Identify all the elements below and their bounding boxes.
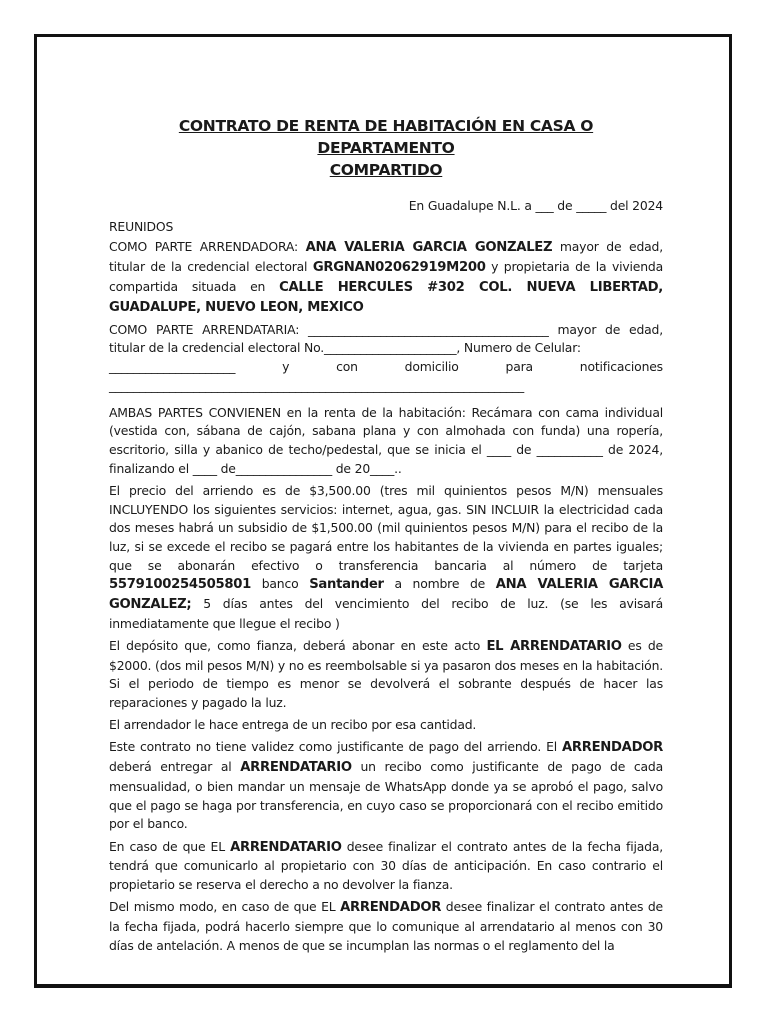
word-para: para (505, 359, 533, 375)
arrendadora-name: ANA VALERIA GARCIA GONZALEZ (305, 240, 553, 256)
precio-text-2: banco (251, 576, 310, 592)
validez-bold-1: ARRENDADOR (561, 740, 663, 756)
account-holder: ANA VALERIA GARCIA GONZALEZ; (109, 577, 664, 613)
arrendadora-text-2: mayor de edad, titular de la credencial electoral (109, 239, 663, 275)
finalizar2-text-1: Del mismo modo, en caso de que EL (109, 899, 341, 915)
arrendadora-text-1: COMO PARTE ARRENDADORA: (109, 239, 306, 255)
validez-text-1: Este contrato no tiene validez como justificante de pago del arriendo. El (109, 739, 562, 755)
word-notificaciones: notificaciones (579, 359, 663, 375)
reunidos-label: REUNIDOS (109, 218, 174, 234)
precio-text-3: a nombre de (383, 576, 496, 592)
finalizar-arrendador-paragraph (109, 898, 663, 955)
deposito-text-2: es de $2000. (dos mil pesos M/N) y no es reembolsable si ya pasaron dos meses en la habitación. Si el periodo de tiempo es menor se devolverá el sobrante después de hacer las reparaciones y pagado la luz. (109, 637, 664, 711)
ambas-partes-paragraph: AMBAS PARTES CONVIENEN en la renta de la habitación: Recámara con cama individual (vestida con, sábana de cajón, sabana plana y con almohada con funda) una ropería, escritorio, silla y abanico de techo/pedestal, que se inicia el ____ de ___________ de 2024, finalizando el ____ de________________ de 20____.. (109, 404, 663, 476)
document-body (109, 115, 663, 959)
precio-paragraph (109, 482, 663, 634)
arrendataria-domicilio-line (109, 358, 663, 377)
arrendadora-paragraph (109, 238, 663, 317)
finalizar1-text-2: desee finalizar el contrato antes de la fecha fijada, tendrá que comunicarlo al propietario con 30 días de anticipación. En caso contrario el propietario se reserva el derecho a no devolver la fianza. (109, 838, 663, 892)
validez-text-2: deberá entregar al (109, 759, 241, 775)
date-line: En Guadalupe N.L. a ___ de _____ del 2024 (408, 198, 663, 213)
validez-bold-2: ARRENDATARIO (240, 760, 352, 776)
deposito-paragraph (109, 637, 663, 713)
word-y: y (282, 359, 290, 375)
deposito-text-1: El depósito que, como fianza, deberá abonar en este acto (109, 637, 487, 653)
precio-text-4: 5 días antes del vencimiento del recibo de luz. (se les avisará inmediatamente que llegue el recibo ) (109, 596, 663, 631)
domicilio-blank-line: _____________________________________________________________________ (109, 377, 525, 393)
phone-blank: _____________________ (109, 359, 236, 375)
arrendadora-text-3: y propietaria de la vivienda compartida situada en (109, 259, 663, 294)
entrega-paragraph: El arrendador le hace entrega de un recibo por esa cantidad. (109, 717, 477, 733)
word-con: con (336, 359, 358, 375)
bank-name: Santander (309, 577, 384, 593)
finalizar1-text-1: En caso de que EL (109, 838, 231, 854)
arrendadora-id: GRGNAN02062919M200 (312, 260, 486, 276)
contract-title (109, 115, 663, 181)
deposito-bold: EL ARRENDATARIO (486, 638, 622, 654)
card-number: 5579100254505801 (109, 577, 252, 593)
document-page (34, 34, 732, 988)
finalizar2-text-2: desee finalizar el contrato antes de la fecha fijada, podrá hacerlo siempre que lo comunique al arrendatario al menos con 30 días de antelación. A menos de que se incumplan las normas o el reglamento del la (109, 899, 663, 953)
finalizar1-bold: ARRENDATARIO (230, 839, 342, 855)
word-domicilio: domicilio (404, 359, 459, 375)
finalizar-arrendatario-paragraph (109, 838, 663, 895)
title-line-2: COMPARTIDO (329, 161, 443, 179)
arrendadora-address: CALLE HERCULES #302 COL. NUEVA LIBERTAD, GUADALUPE, NUEVO LEON, MEXICO (109, 279, 663, 315)
precio-text-1: El precio del arriendo es de $3,500.00 (tres mil quinientos pesos M/N) mensuales INCLUYENDO los siguientes servicios: internet, agua, gas. SIN INCLUIR la electricidad cada dos meses habrá un subsidio de $1,500.00 (mil quinientos pesos M/N) para el recibo de la luz, si se excede el recibo se pagará entre los habitantes de la vivienda en partes iguales; que se abonarán efectivo o transferencia bancaria al número de tarjeta (109, 482, 663, 573)
finalizar2-bold: ARRENDADOR (340, 900, 442, 916)
validez-paragraph (109, 738, 663, 834)
validez-text-3: un recibo como justificante de pago de cada mensualidad, o bien mandar un mensaje de WhatsApp donde ya se aprobó el pago, salvo que el pago se haga por transferencia, en cuyo caso se proporcionará con el recibo emitido por el banco. (109, 759, 663, 832)
arrendataria-paragraph (109, 321, 663, 358)
arrendataria-text-1: COMO PARTE ARRENDATARIA: ________________________________________ mayor de edad, titular de la credencial electoral No.______________________, Numero de Celular: (109, 321, 663, 356)
title-line-1: CONTRATO DE RENTA DE HABITACIÓN EN CASA O DEPARTAMENTO (178, 117, 594, 157)
